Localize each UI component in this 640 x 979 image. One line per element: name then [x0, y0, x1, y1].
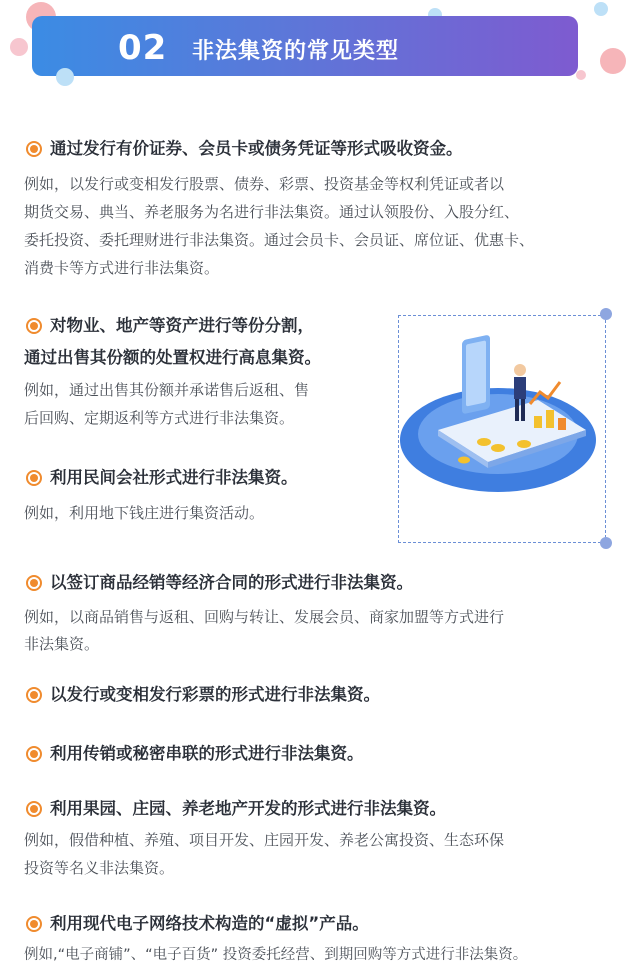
title-banner [32, 16, 578, 76]
decor-dot [10, 38, 28, 56]
bullet-icon [26, 801, 42, 817]
section-header [0, 0, 640, 95]
investor-illustration [398, 330, 608, 500]
bullet-icon [26, 575, 42, 591]
item-description-line: 例如，利用地下钱庄进行集资活动。 [24, 504, 265, 522]
item-description-line: 例如，以商品销售与返租、回购与转让、发展会员、商家加盟等方式进行 [24, 608, 505, 626]
decor-dot [56, 68, 74, 86]
bullet-icon [26, 687, 42, 703]
item-description-line: 投资等名义非法集资。 [24, 859, 175, 877]
item-heading: 利用现代电子网络技术构造的“虚拟”产品。 [50, 914, 369, 933]
decor-dot [600, 48, 626, 74]
bullet-icon [26, 746, 42, 762]
decor-dot [576, 70, 586, 80]
item-description-line: 非法集资。 [24, 635, 100, 653]
item-description-line: 期货交易、典当、养老服务为名进行非法集资。通过认领股份、入股分红、 [24, 203, 520, 221]
item-heading-line2: 通过出售其份额的处置权进行高息集资。 [24, 348, 321, 367]
item-description-line: 例如，以发行或变相发行股票、债券、彩票、投资基金等权利凭证或者以 [24, 175, 505, 193]
item-description-line: 消费卡等方式进行非法集资。 [24, 259, 220, 277]
item-description-line: 后回购、定期返利等方式进行非法集资。 [24, 409, 295, 427]
section-number: 02 [118, 28, 168, 68]
frame-corner-dot [600, 308, 612, 320]
item-description-line: 例如,“电子商铺”、“电子百货” 投资委托经营、到期回购等方式进行非法集资。 [24, 947, 528, 963]
item-heading: 利用果园、庄园、养老地产开发的形式进行非法集资。 [50, 799, 446, 818]
item-description-line: 例如，通过出售其份额并承诺售后返租、售 [24, 381, 310, 399]
item-description-line: 委托投资、委托理财进行非法集资。通过会员卡、会员证、席位证、优惠卡、 [24, 231, 535, 249]
bullet-icon [26, 141, 42, 157]
page-title: 非法集资的常见类型 [192, 39, 400, 64]
item-description-line: 例如，假借种植、养殖、项目开发、庄园开发、养老公寓投资、生态环保 [24, 831, 505, 849]
frame-corner-dot [600, 537, 612, 549]
item-heading: 以发行或变相发行彩票的形式进行非法集资。 [50, 685, 380, 704]
item-heading: 利用传销或秘密串联的形式进行非法集资。 [50, 744, 364, 763]
item-heading: 通过发行有价证券、会员卡或债务凭证等形式吸收资金。 [50, 139, 463, 158]
bullet-icon [26, 916, 42, 932]
bullet-icon [26, 470, 42, 486]
bullet-icon [26, 318, 42, 334]
decor-dot [594, 2, 608, 16]
item-heading: 利用民间会社形式进行非法集资。 [50, 468, 298, 487]
item-heading: 以签订商品经销等经济合同的形式进行非法集资。 [50, 573, 413, 592]
item-heading: 对物业、地产等资产进行等份分割， [50, 316, 314, 335]
